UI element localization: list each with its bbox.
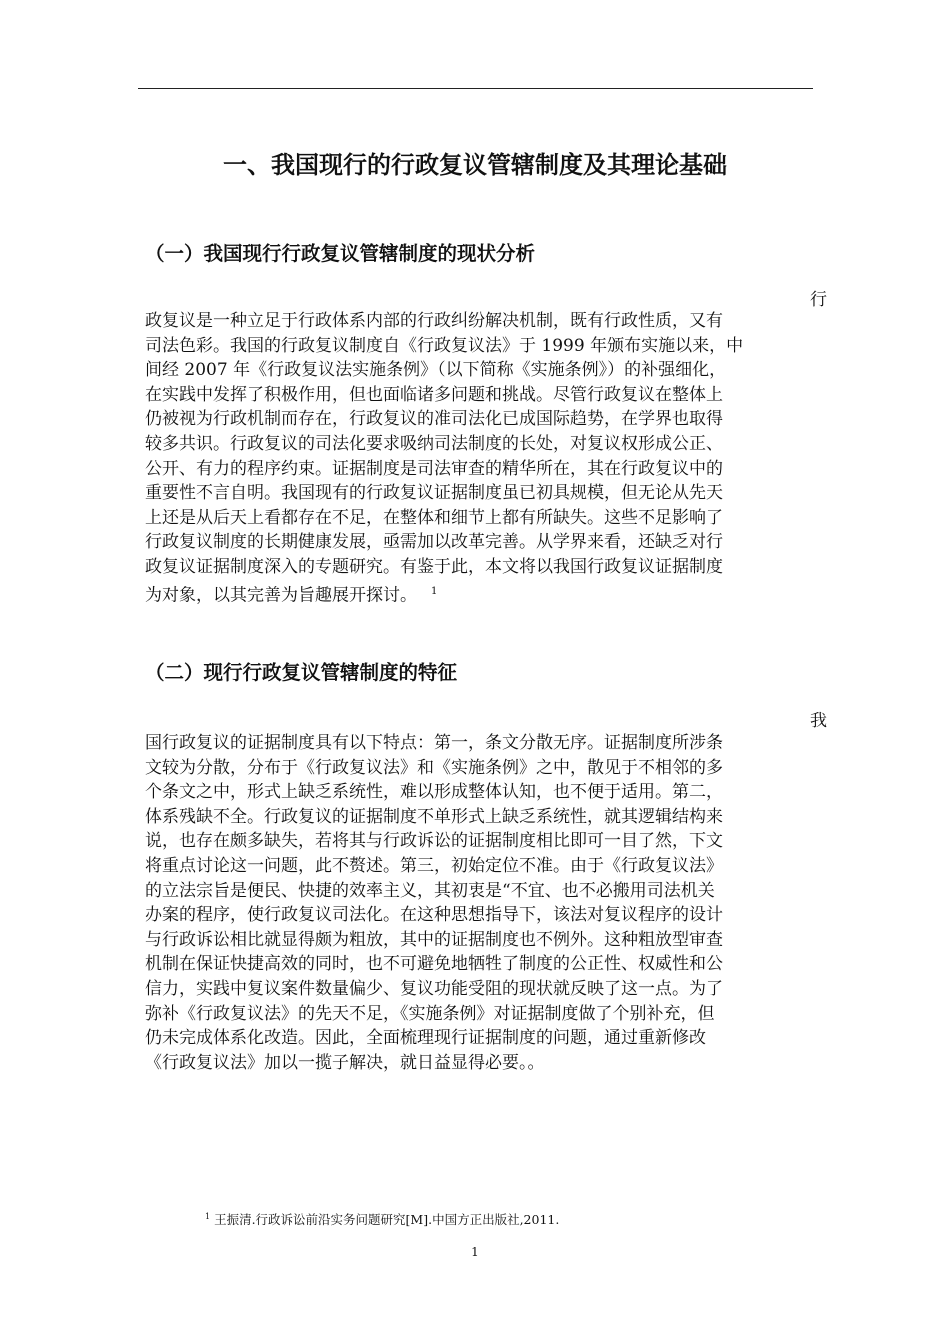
section-heading-1: （一）我国现行行政复议管辖制度的现状分析 xyxy=(145,242,536,265)
body-line xyxy=(145,432,805,456)
body-line xyxy=(145,407,805,431)
body-line xyxy=(145,1051,805,1075)
body-line xyxy=(145,481,805,505)
body-line xyxy=(145,358,805,382)
body-line-text: 文较为分散，分布于《行政复议法》和《实施条例》之中，散见于不相邻的多 xyxy=(145,757,723,778)
body-line xyxy=(145,854,805,878)
page-title: 一、我国现行的行政复议管辖制度及其理论基础 xyxy=(223,151,727,179)
body-line-text: 个条文之中，形式上缺乏系统性，难以形成整体认知，也不便于适用。第二， xyxy=(145,782,723,803)
body-line xyxy=(145,1002,805,1026)
body-line-text: 间经 2007 年《行政复议法实施条例》（以下简称《实施条例》）的补强细化， xyxy=(145,360,727,381)
body-line-text: 将重点讨论这一问题，此不赘述。第三，初始定位不准。由于《行政复议法》 xyxy=(145,856,723,876)
body-line-text: 体系残缺不全。行政复议的证据制度不单形式上缺乏系统性，就其逻辑结构来 xyxy=(145,806,723,827)
footnote-marker: 1 xyxy=(205,1211,211,1221)
body-line-text: 为对象，以其完善为旨趣展开探讨。 xyxy=(145,585,417,606)
body-line xyxy=(145,829,805,853)
body-line-text: 《行政复议法》加以一揽子解决，就日益显得必要。。 xyxy=(145,1052,545,1073)
page-number: 1 xyxy=(471,1245,479,1259)
body-line-text: 较多共识。行政复议的司法化要求吸纳司法制度的长处，对复议权形成公正、 xyxy=(145,434,723,454)
body-line-text: 政复议证据制度深入的专题研究。有鉴于此，本文将以我国行政复议证据制度 xyxy=(145,557,723,577)
body-line xyxy=(145,928,805,952)
body-line-text: 机制在保证快捷高效的同时，也不可避免地牺牲了制度的公正性、权威性和公 xyxy=(145,954,723,975)
body-line-text: 仍被视为行政机制而存在，行政复议的准司法化已成国际趋势，在学界也取得 xyxy=(145,409,723,430)
body-line xyxy=(145,879,805,903)
body-line-text: 办案的程序，使行政复议司法化。在这种思想指导下，该法对复议程序的设计 xyxy=(145,905,723,926)
body-line xyxy=(145,506,805,530)
body-line-text: 与行政诉讼相比就显得颇为粗放，其中的证据制度也不例外。这种粗放型审查 xyxy=(145,929,723,950)
body-line-text: 上还是从后天上看都存在不足，在整体和细节上都有所缺失。这些不足影响了 xyxy=(145,507,723,528)
body-line xyxy=(145,731,805,755)
body-line xyxy=(145,756,805,780)
header-rule xyxy=(138,88,813,89)
footnote xyxy=(205,1210,559,1228)
body-line xyxy=(145,903,805,927)
body-line xyxy=(145,780,805,804)
body-line-text: 司法色彩。我国的行政复议制度自《行政复议法》于 1999 年颁布实施以来，中 xyxy=(145,335,744,356)
body-line-text: 重要性不言自明。我国现有的行政复议证据制度虽已初具规模，但无论从先天 xyxy=(145,483,723,504)
body-line xyxy=(145,555,805,579)
body-line-text: 弥补《行政复议法》的先天不足，《实施条例》对证据制度做了个别补充，但 xyxy=(145,1003,715,1024)
body-line-text: 在实践中发挥了积极作用，但也面临诸多问题和挑战。尽管行政复议在整体上 xyxy=(145,384,723,405)
body-line-text: 说，也存在颇多缺失，若将其与行政诉讼的证据制度相比即可一目了然，下文 xyxy=(145,831,723,852)
section-heading-2: （二）现行行政复议管辖制度的特征 xyxy=(145,661,458,684)
body-line xyxy=(145,952,805,976)
body-line xyxy=(145,530,805,554)
body-line-text: 信力，实践中复议案件数量偏少、复议功能受阻的现状就反映了这一点。为了 xyxy=(145,979,723,999)
paragraph-first-char-2: 我 xyxy=(810,711,827,731)
body-line xyxy=(145,580,805,608)
body-line xyxy=(145,334,805,358)
body-line-text: 政复议是一种立足于行政体系内部的行政纠纷解决机制，既有行政性质，又有 xyxy=(145,311,723,331)
footnote-reference: 1 xyxy=(431,585,438,597)
paragraph-first-char-1: 行 xyxy=(810,290,827,310)
body-line-text: 公开、有力的程序约束。证据制度是司法审查的精华所在，其在行政复议中的 xyxy=(145,458,723,479)
body-line xyxy=(145,309,805,333)
body-line xyxy=(145,977,805,1001)
body-line xyxy=(145,457,805,481)
body-line-text: 国行政复议的证据制度具有以下特点：第一，条文分散无序。证据制度所涉条 xyxy=(145,733,723,753)
body-line xyxy=(145,805,805,829)
body-line xyxy=(145,1026,805,1050)
footnote-text: 王振清.行政诉讼前沿实务问题研究[M].中国方正出版社,2011. xyxy=(214,1212,560,1227)
body-line-text: 仍未完成体系化改造。因此，全面梳理现行证据制度的问题，通过重新修改 xyxy=(145,1028,706,1049)
body-line-text: 行政复议制度的长期健康发展，亟需加以改革完善。从学界来看，还缺乏对行 xyxy=(145,532,723,553)
body-line xyxy=(145,383,805,407)
body-line-text: 的立法宗旨是便民、快捷的效率主义，其初衷是“不宜、也不必搬用司法机关 xyxy=(145,880,715,901)
